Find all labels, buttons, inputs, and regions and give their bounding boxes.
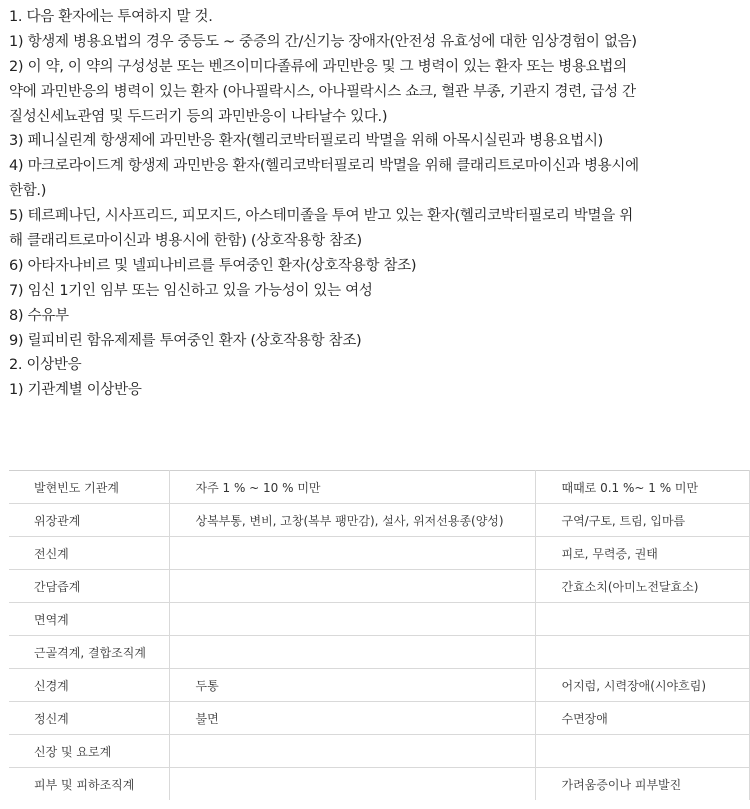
table-cell: 신장 및 요로계 (9, 735, 169, 768)
text-line: 약에 과민반응의 병력이 있는 환자 (아나필락시스, 아나필락시스 쇼크, 혈관 부종, 기관지 경련, 급성 간 (9, 83, 636, 100)
section-heading-contraindications: 1. 다음 환자에는 투여하지 말 것. (9, 9, 213, 25)
table-cell: 구역/구토, 트림, 입마름 (535, 504, 749, 537)
table-cell (169, 570, 535, 603)
text-line: 1) 항생제 병용요법의 경우 중등도 ~ 중증의 간/신기능 장애자(안전성 유효성에 대한 임상경험이 없음) (9, 33, 637, 50)
text-line: 한함.) (9, 183, 47, 200)
table-header-row (9, 471, 749, 504)
table-header-cell: 때때로 0.1 %~ 1 % 미만 (535, 471, 749, 504)
table-cell (535, 735, 749, 768)
adverse-reactions-table-container (9, 470, 707, 809)
table-row (9, 636, 749, 669)
table-row (9, 504, 749, 537)
table-cell: 간담즙계 (9, 570, 169, 603)
text-line: 질성신세뇨관염 및 두드러기 등의 과민반응이 나타날수 있다.) (9, 108, 388, 125)
table-row (9, 669, 749, 702)
table-cell: 신경계 (9, 669, 169, 702)
table-cell: 간효소치(아미노전달효소) (535, 570, 749, 603)
table-cell: 불면 (169, 702, 535, 735)
table-row (9, 702, 749, 735)
table-header-cell: 자주 1 % ~ 10 % 미만 (169, 471, 535, 504)
table-cell (169, 636, 535, 669)
table-cell: 근골격계, 결합조직계 (9, 636, 169, 669)
section-heading-adverse-reactions: 2. 이상반응 (9, 357, 82, 374)
table-cell (169, 537, 535, 570)
table-cell: 면역계 (9, 603, 169, 636)
table-cell: 위장관계 (9, 504, 169, 537)
table-cell: 피로, 무력증, 권태 (535, 537, 749, 570)
table-cell: 상복부통, 변비, 고창(복부 팽만감), 설사, 위저선용종(양성) (169, 504, 535, 537)
contraindications-text (9, 5, 689, 403)
table-header-cell: 발현빈도 기관계 (9, 471, 169, 504)
text-line: 5) 테르페나딘, 시사프리드, 피모지드, 아스테미졸을 투여 받고 있는 환자(헬리코박터필로리 박멸을 위 (9, 208, 633, 225)
adverse-reactions-table (9, 470, 750, 800)
text-line: 8) 수유부 (9, 307, 69, 324)
text-line: 3) 페니실린계 항생제에 과민반응 환자(헬리코박터필로리 박멸을 위해 아목시실린과 병용요법시) (9, 133, 604, 150)
table-row (9, 570, 749, 603)
table-cell: 가려움증이나 피부발진 (535, 768, 749, 801)
table-cell (169, 768, 535, 801)
table-row (9, 537, 749, 570)
table-row (9, 603, 749, 636)
table-cell (169, 735, 535, 768)
table-cell: 수면장애 (535, 702, 749, 735)
table-row (9, 768, 749, 801)
table-cell (169, 603, 535, 636)
table-cell (535, 636, 749, 669)
text-line: 9) 릴피비린 함유제제를 투여중인 환자 (상호작용항 참조) (9, 332, 362, 349)
table-cell: 두통 (169, 669, 535, 702)
text-line: 2) 이 약, 이 약의 구성성분 또는 벤즈이미다졸류에 과민반응 및 그 병력이 있는 환자 또는 병용요법의 (9, 58, 627, 75)
text-line: 4) 마크로라이드계 항생제 과민반응 환자(헬리코박터필로리 박멸을 위해 클래리트로마이신과 병용시에 (9, 158, 639, 175)
subsection-heading: 1) 기관계별 이상반응 (9, 382, 142, 399)
table-cell: 어지럼, 시력장애(시야흐림) (535, 669, 749, 702)
table-row (9, 735, 749, 768)
table-cell: 전신계 (9, 537, 169, 570)
table-cell: 정신계 (9, 702, 169, 735)
text-line: 해 클래리트로마이신과 병용시에 한함) (상호작용항 참조) (9, 233, 362, 250)
table-cell: 피부 및 피하조직계 (9, 768, 169, 801)
text-line: 6) 아타자나비르 및 넬피나비르를 투여중인 환자(상호작용항 참조) (9, 257, 417, 274)
table-cell (535, 603, 749, 636)
text-line: 7) 임신 1기인 임부 또는 임신하고 있을 가능성이 있는 여성 (9, 282, 373, 299)
